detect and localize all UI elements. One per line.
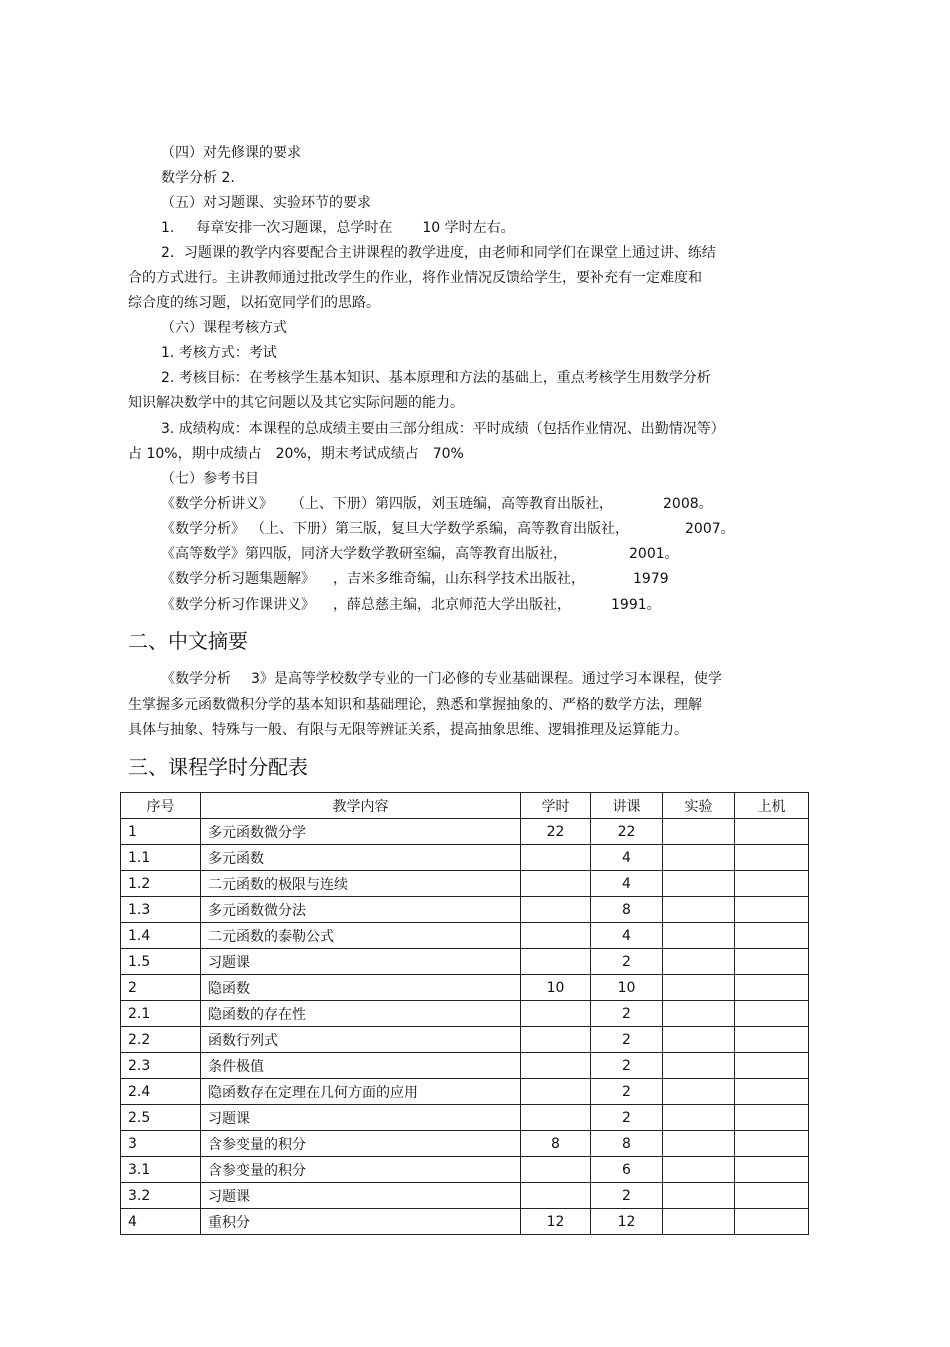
cell-hours: [521, 845, 591, 871]
cell-lab: [663, 1079, 735, 1105]
table-row: [121, 1183, 809, 1209]
cell-content: 函数行列式: [201, 1027, 521, 1053]
cell-no: 1.3: [121, 897, 201, 923]
cell-no: 3: [121, 1131, 201, 1157]
cell-hours: 8: [521, 1131, 591, 1157]
cell-content: 多元函数微分法: [201, 897, 521, 923]
table-row: [121, 819, 809, 845]
reference-book-year: 1979: [633, 571, 669, 587]
reference-book-year: 2001。: [629, 546, 679, 562]
cell-lab: [663, 897, 735, 923]
cell-lab: [663, 923, 735, 949]
header-computer: 上机: [735, 793, 809, 819]
table-row: [121, 1001, 809, 1027]
cell-lecture: 2: [591, 1053, 663, 1079]
cell-no: 2.1: [121, 1001, 201, 1027]
reference-book-info: （上、下册）第四版，刘玉琏编，高等教育出版社，: [291, 496, 613, 512]
cell-lab: [663, 1027, 735, 1053]
cell-no: 1: [121, 819, 201, 845]
grade-final: 70%: [432, 446, 464, 462]
cell-hours: [521, 1079, 591, 1105]
reference-book-title: 《高等数学》第四版，同济大学数学教研室编，高等教育出版社，: [161, 546, 567, 562]
grade-regular: 占 10%，期中成绩占: [128, 446, 262, 462]
cell-content: 含参变量的积分: [201, 1131, 521, 1157]
abstract-line-3: 具体与抽象、特殊与一般、有限与无限等辨证关系，提高抽象思维、逻辑推理及运算能力。: [128, 722, 688, 738]
reference-book-year: 1991。: [611, 597, 661, 613]
cell-computer: [735, 897, 809, 923]
abstract-line-1: [161, 669, 722, 689]
abstract-heading: 二、中文摘要: [128, 629, 248, 653]
abstract-course-name: 《数学分析: [161, 671, 231, 687]
cell-computer: [735, 1001, 809, 1027]
section-6-item-3-line-2: [128, 444, 464, 464]
cell-computer: [735, 1079, 809, 1105]
cell-content: 多元函数: [201, 845, 521, 871]
cell-content: 多元函数微分学: [201, 819, 521, 845]
cell-hours: [521, 897, 591, 923]
cell-computer: [735, 1209, 809, 1235]
cell-no: 2.5: [121, 1105, 201, 1131]
cell-no: 2: [121, 975, 201, 1001]
cell-hours: [521, 1157, 591, 1183]
cell-lab: [663, 1105, 735, 1131]
cell-computer: [735, 1183, 809, 1209]
cell-content: 二元函数的极限与连续: [201, 871, 521, 897]
cell-hours: [521, 871, 591, 897]
cell-lecture: 12: [591, 1209, 663, 1235]
cell-content: 二元函数的泰勒公式: [201, 923, 521, 949]
cell-computer: [735, 845, 809, 871]
header-lecture: 讲课: [591, 793, 663, 819]
section-5-item-2-line-2: 合的方式进行。主讲教师通过批改学生的作业，将作业情况反馈给学生，要补充有一定难度和: [128, 270, 702, 286]
cell-content: 含参变量的积分: [201, 1157, 521, 1183]
cell-computer: [735, 1105, 809, 1131]
cell-lecture: 4: [591, 845, 663, 871]
cell-lab: [663, 1131, 735, 1157]
reference-book-info: ，薛总慈主编，北京师范大学出版社，: [333, 597, 571, 613]
reference-book-year: 2008。: [663, 496, 713, 512]
cell-no: 2.4: [121, 1079, 201, 1105]
section-5-item-1-text: 每章安排一次习题课，总学时在: [196, 220, 393, 236]
cell-lecture: 8: [591, 897, 663, 923]
section-5-item-1-hours: 10 学时左右。: [422, 220, 515, 236]
table-row: [121, 949, 809, 975]
cell-lecture: 2: [591, 949, 663, 975]
table-header-row: [121, 793, 809, 819]
reference-book-title: 《数学分析习作课讲义》: [161, 597, 315, 613]
cell-lab: [663, 1053, 735, 1079]
schedule-table: [120, 792, 809, 1235]
reference-book: [161, 544, 679, 564]
cell-lecture: 2: [591, 1001, 663, 1027]
cell-hours: [521, 923, 591, 949]
cell-lab: [663, 975, 735, 1001]
cell-content: 条件极值: [201, 1053, 521, 1079]
cell-computer: [735, 871, 809, 897]
cell-lecture: 10: [591, 975, 663, 1001]
cell-no: 1.1: [121, 845, 201, 871]
cell-hours: [521, 1053, 591, 1079]
reference-book-info: ，吉米多维奇编，山东科学技术出版社，: [333, 571, 585, 587]
cell-hours: 12: [521, 1209, 591, 1235]
cell-content: 隐函数的存在性: [201, 1001, 521, 1027]
table-row: [121, 845, 809, 871]
section-5-item-2-line-3: 综合度的练习题，以拓宽同学们的思路。: [128, 295, 380, 311]
cell-content: 隐函数: [201, 975, 521, 1001]
table-row: [121, 871, 809, 897]
header-hours: 学时: [521, 793, 591, 819]
reference-book: [161, 569, 669, 589]
reference-book: [161, 595, 661, 615]
cell-lab: [663, 949, 735, 975]
table-row: [121, 1209, 809, 1235]
cell-lab: [663, 1183, 735, 1209]
cell-no: 1.5: [121, 949, 201, 975]
section-6-item-3-line-1: 3. 成绩构成：本课程的总成绩主要由三部分组成：平时成绩（包括作业情况、出勤情况等）: [161, 421, 725, 437]
cell-hours: [521, 949, 591, 975]
cell-hours: [521, 1183, 591, 1209]
table-row: [121, 923, 809, 949]
reference-book-title: 《数学分析习题集题解》: [161, 571, 315, 587]
section-5-item-1-number: 1.: [161, 220, 175, 236]
cell-computer: [735, 819, 809, 845]
cell-content: 重积分: [201, 1209, 521, 1235]
header-content: 教学内容: [201, 793, 521, 819]
cell-no: 3.2: [121, 1183, 201, 1209]
section-6-item-2-line-2: 知识解决数学中的其它问题以及其它实际问题的能力。: [128, 395, 464, 411]
header-no: 序号: [121, 793, 201, 819]
reference-book-title: 《数学分析》: [161, 521, 245, 537]
section-4-text: 数学分析 2.: [161, 170, 235, 186]
cell-lecture: 22: [591, 819, 663, 845]
cell-computer: [735, 1027, 809, 1053]
section-5-item-1: [161, 218, 515, 238]
cell-lab: [663, 1001, 735, 1027]
cell-no: 2.3: [121, 1053, 201, 1079]
grade-midterm: 20%，期末考试成绩占: [275, 446, 419, 462]
reference-book: [161, 494, 713, 514]
cell-hours: 10: [521, 975, 591, 1001]
cell-computer: [735, 949, 809, 975]
cell-lab: [663, 845, 735, 871]
cell-computer: [735, 1157, 809, 1183]
cell-computer: [735, 1131, 809, 1157]
abstract-line-1-text: 3》是高等学校数学专业的一门必修的专业基础课程。通过学习本课程，使学: [251, 671, 722, 687]
cell-hours: [521, 1001, 591, 1027]
cell-no: 3.1: [121, 1157, 201, 1183]
reference-book: [161, 519, 735, 539]
section-5-item-2-line-1: 2．习题课的教学内容要配合主讲课程的教学进度，由老师和同学们在课堂上通过讲、练结: [161, 245, 716, 261]
cell-computer: [735, 923, 809, 949]
cell-lab: [663, 819, 735, 845]
table-row: [121, 1105, 809, 1131]
cell-hours: [521, 1027, 591, 1053]
cell-no: 4: [121, 1209, 201, 1235]
table-row: [121, 1131, 809, 1157]
cell-computer: [735, 975, 809, 1001]
section-4-heading: （四）对先修课的要求: [161, 145, 301, 161]
cell-lecture: 2: [591, 1183, 663, 1209]
cell-computer: [735, 1053, 809, 1079]
reference-book-title: 《数学分析讲义》: [161, 496, 273, 512]
section-6-item-2-line-1: 2. 考核目标：在考核学生基本知识、基本原理和方法的基础上，重点考核学生用数学分析: [161, 370, 711, 386]
section-5-heading: （五）对习题课、实验环节的要求: [161, 195, 371, 211]
cell-lecture: 4: [591, 871, 663, 897]
table-row: [121, 1027, 809, 1053]
cell-lab: [663, 1209, 735, 1235]
schedule-heading: 三、课程学时分配表: [128, 755, 308, 779]
cell-hours: 22: [521, 819, 591, 845]
section-7-heading: （七）参考书目: [161, 471, 259, 487]
table-row: [121, 975, 809, 1001]
reference-book-year: 2007。: [685, 521, 735, 537]
section-6-heading: （六）课程考核方式: [161, 320, 287, 336]
cell-lecture: 2: [591, 1079, 663, 1105]
abstract-line-2: 生掌握多元函数微积分学的基本知识和基础理论，熟悉和掌握抽象的、严格的数学方法，理解: [128, 697, 702, 713]
cell-content: 习题课: [201, 1105, 521, 1131]
cell-lecture: 2: [591, 1105, 663, 1131]
table-row: [121, 897, 809, 923]
cell-lecture: 4: [591, 923, 663, 949]
cell-lecture: 8: [591, 1131, 663, 1157]
cell-lecture: 6: [591, 1157, 663, 1183]
cell-content: 隐函数存在定理在几何方面的应用: [201, 1079, 521, 1105]
table-row: [121, 1157, 809, 1183]
cell-lab: [663, 871, 735, 897]
cell-no: 2.2: [121, 1027, 201, 1053]
cell-no: 1.2: [121, 871, 201, 897]
cell-lab: [663, 1157, 735, 1183]
table-row: [121, 1053, 809, 1079]
cell-hours: [521, 1105, 591, 1131]
reference-book-info: （上、下册）第三版，复旦大学数学系编，高等教育出版社，: [251, 521, 629, 537]
cell-lecture: 2: [591, 1027, 663, 1053]
table-row: [121, 1079, 809, 1105]
cell-content: 习题课: [201, 949, 521, 975]
header-lab: 实验: [663, 793, 735, 819]
cell-no: 1.4: [121, 923, 201, 949]
cell-content: 习题课: [201, 1183, 521, 1209]
section-6-item-1: 1. 考核方式：考试: [161, 345, 277, 361]
